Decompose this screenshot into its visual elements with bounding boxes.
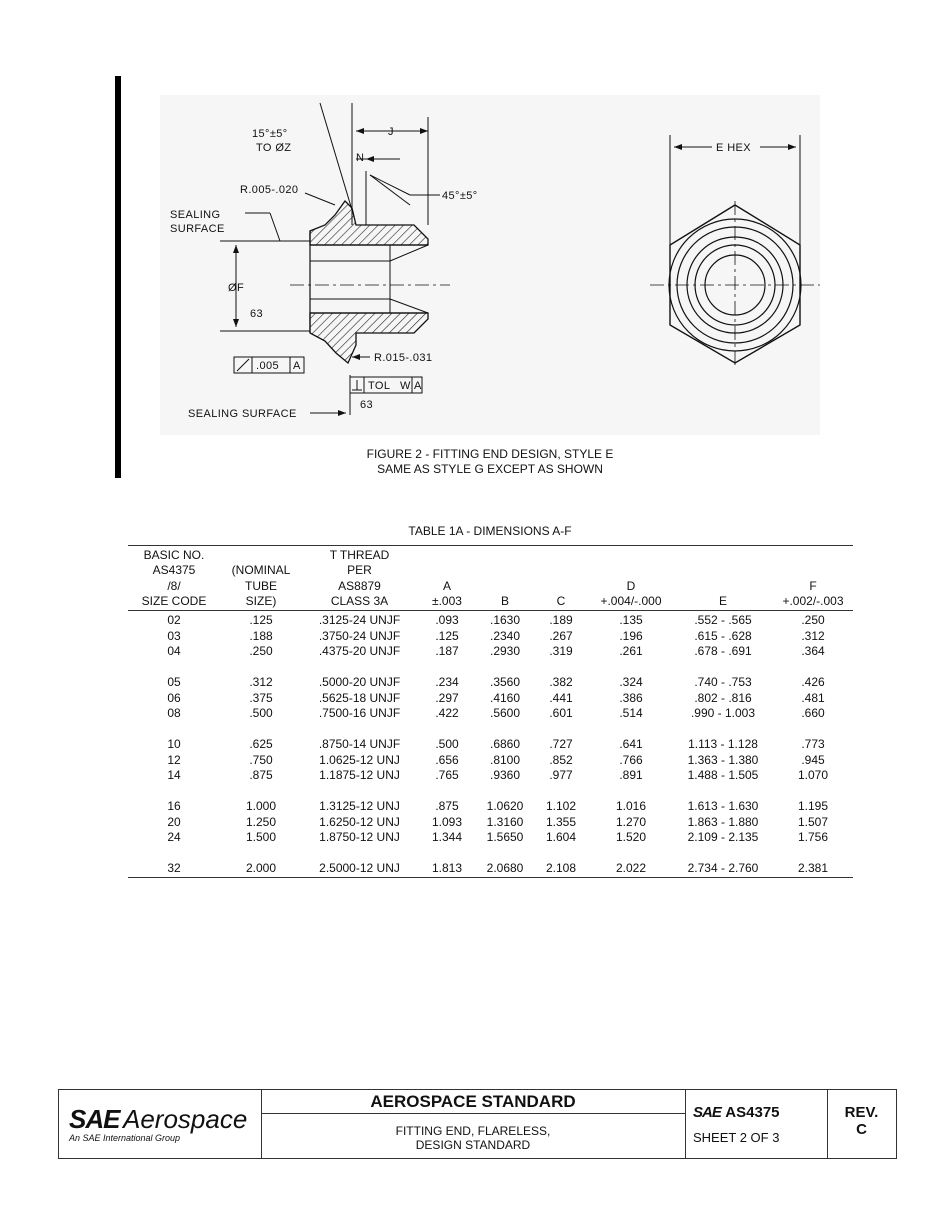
table-cell: 1.813 [417,846,477,878]
table-row [128,753,853,769]
table-cell: 1.000 [245,799,277,814]
header-line: AS4375 [152,563,196,578]
header-line: +.004/-.000 [600,593,662,608]
table-cell: 1.250 [245,814,277,829]
sealing-surface-bottom-label: SEALING SURFACE [188,408,297,420]
table-header-cell [302,546,417,611]
e-hex-label: E HEX [716,142,752,154]
table-cell: .187 [435,644,459,659]
table-cell: 2.022 [589,846,673,878]
table-cell: 20 [167,814,181,829]
table-cell: .125 [435,628,459,643]
table-cell: 12 [167,752,181,767]
header-line: /8/ [167,578,181,593]
table-cell: 02 [167,613,181,628]
table-cell: .9360 [489,768,521,783]
dia-f-label: ØF [228,282,245,294]
table-row [128,846,853,878]
table-cell: .125 [249,613,273,628]
standard-number-cell [685,1090,828,1158]
table-cell: .4160 [489,690,521,705]
table-cell: 1.3160 [486,814,524,829]
table-cell: .5625-18 UNJF [318,690,401,705]
sheet-number: SHEET 2 OF 3 [693,1130,780,1145]
figure-fitting-end [160,95,820,435]
finish-63-bottom-label: 63 [360,399,374,411]
figure-caption: FIGURE 2 - FITTING END DESIGN, STYLE E [366,447,614,461]
table-cell: .188 [249,628,273,643]
revision-cell [827,1090,896,1158]
table-cell: 1.8750-12 UNJ [319,830,400,845]
radius-top-label: R.005-.020 [240,184,299,196]
table-cell: 1.093 [431,814,463,829]
header-line: F [809,578,817,593]
table-cell: .250 [801,613,825,628]
sae-aerospace-logo [59,1090,262,1158]
header-line: ±.003 [432,593,462,608]
table-cell: 2.381 [773,846,853,878]
table-cell: 1.344 [431,830,463,845]
table-cell: .660 [801,706,825,721]
table-cell: 04 [167,644,181,659]
dimensions-table [128,545,853,878]
angle1-label: 15°±5° [252,128,288,140]
table-row [128,629,853,645]
table-cell: .297 [435,690,459,705]
tol-005-label: .005 [256,360,280,372]
header-line: A [442,578,451,593]
table-cell: .5600 [489,706,521,721]
table-cell: 1.102 [545,799,577,814]
table-cell: .945 [801,752,825,767]
table-title: TABLE 1A - DIMENSIONS A-F [408,524,572,538]
table-cell: 1.0625-12 UNJ [319,752,400,767]
table-cell: .615 - .628 [694,628,752,643]
table-cell: .990 - 1.003 [690,706,756,721]
table-cell: .875 [435,799,459,814]
table-row [128,706,853,722]
table-cell: 2.734 - 2.760 [673,846,773,878]
table-header-cell [533,546,589,611]
table-cell: .093 [435,613,459,628]
dim-n-label: N [356,152,365,164]
header-line: BASIC NO. [143,548,205,562]
table-cell: 03 [167,628,181,643]
table-cell: 1.756 [797,830,829,845]
fitting-drawing [160,95,820,435]
revision-value: C [856,1121,867,1138]
table-cell: 1.613 - 1.630 [687,799,759,814]
header-line: CLASS 3A [330,593,389,608]
header-line: D [626,578,636,593]
table-cell: 1.3125-12 UNJ [319,799,400,814]
table-header-row [128,546,853,611]
logo-aerospace-text: Aerospace [123,1104,248,1134]
table-cell: .6860 [489,737,521,752]
table-cell: 10 [167,737,181,752]
sealing-surface-label-1: SEALING [170,209,221,221]
table-cell: .261 [619,644,643,659]
table-cell: .4375-20 UNJF [318,644,401,659]
table-cell: .7500-16 UNJF [318,706,401,721]
doc-title-line-1: FITTING END, FLARELESS, [395,1124,551,1138]
table-cell: .426 [801,675,825,690]
logo-sae-text: SAE [69,1104,120,1134]
table-cell: 2.000 [220,846,302,878]
table-cell: .977 [549,768,573,783]
header-line: SIZE CODE [141,593,207,608]
table-cell: .8750-14 UNJF [318,737,401,752]
table-cell: .740 - .753 [694,675,752,690]
angle1-sub-label: TO ØZ [256,142,292,154]
header-line: T THREAD [329,548,390,562]
finish-63-label: 63 [250,308,264,320]
table-cell: 1.520 [615,830,647,845]
table-cell: 1.363 - 1.380 [687,752,759,767]
table-cell: .750 [249,752,273,767]
dim-j-label: J [388,126,394,138]
table-cell: .196 [619,628,643,643]
sealing-surface-label-2: SURFACE [170,223,225,235]
table-cell: .234 [435,675,459,690]
table-cell: .267 [549,628,573,643]
revision-change-bar [115,76,121,478]
header-line: E [718,593,727,608]
header-line: TUBE [244,578,277,593]
table-header-cell [417,546,477,611]
table-cell: 1.604 [545,830,577,845]
table-cell: 14 [167,768,181,783]
table-cell: .3750-24 UNJF [318,628,401,643]
table-cell: .802 - .816 [694,690,752,705]
header-line: C [556,593,566,608]
table-cell: .324 [619,675,643,690]
perp-a-label: A [414,380,422,392]
header-line: AS8879 [338,578,381,593]
table-cell: .552 - .565 [694,613,752,628]
angle2-label: 45°±5° [442,190,478,202]
table-cell: .135 [619,613,643,628]
logo-subtitle: An SAE International Group [69,1133,181,1143]
table-cell: 05 [167,675,181,690]
perp-w-label: W [400,380,411,392]
table-cell: 2.5000-12 UNJ [302,846,417,878]
table-cell: 1.1875-12 UNJ [319,768,400,783]
table-row [128,815,853,831]
table-cell: 1.500 [245,830,277,845]
revision-label: REV. [844,1104,879,1121]
table-cell: 1.507 [797,814,829,829]
table-cell: .891 [619,768,643,783]
table-cell: 16 [167,799,181,814]
table-cell: .678 - .691 [694,644,752,659]
table-cell: 1.016 [615,799,647,814]
table-row [128,784,853,815]
table-row [128,644,853,660]
table-cell: .422 [435,706,459,721]
table-cell: .641 [619,737,643,752]
table-row [128,691,853,707]
header-line: (NOMINAL [231,563,291,578]
table-cell: 1.488 - 1.505 [687,768,759,783]
table-cell: .319 [549,644,573,659]
table-cell: .441 [549,690,573,705]
table-cell: 1.195 [797,799,829,814]
table-cell: .500 [435,737,459,752]
header-line: SIZE) [245,593,277,608]
table-cell: 06 [167,690,181,705]
standard-number: AS4375 [725,1104,780,1121]
header-line: +.002/-.003 [782,593,844,608]
std-sae-logo: SAE [693,1104,721,1121]
document-title [261,1114,685,1158]
table-cell: .189 [549,613,573,628]
table-cell: .1630 [489,613,521,628]
table-header-cell [220,546,302,611]
doc-title-line-2: DESIGN STANDARD [415,1138,531,1152]
table-cell: .766 [619,752,643,767]
table-cell: .625 [249,737,273,752]
table-cell: 1.113 - 1.128 [688,737,758,752]
table-cell: 2.109 - 2.135 [687,830,759,845]
table-row [128,722,853,753]
table-cell: .386 [619,690,643,705]
table-row [128,768,853,784]
radius-bottom-label: R.015-.031 [374,352,433,364]
table-cell: .375 [249,690,273,705]
standard-title: AEROSPACE STANDARD [261,1090,685,1114]
table-header-cell [773,546,853,611]
table-cell: .875 [249,768,273,783]
table-cell: .2340 [489,628,521,643]
table-cell: .250 [249,644,273,659]
table-cell: .481 [801,690,825,705]
table-cell: 32 [128,846,220,878]
table-cell: .382 [549,675,573,690]
table-cell: .5000-20 UNJF [318,675,401,690]
table-row [128,660,853,691]
table-cell: 1.0620 [486,799,524,814]
table-cell: 2.108 [533,846,589,878]
table-header-cell [589,546,673,611]
datum-a-label: A [293,360,301,372]
table-header-cell [673,546,773,611]
table-body [128,611,853,878]
table-row [128,611,853,629]
table-cell: .364 [801,644,825,659]
table-cell: .500 [249,706,273,721]
table-cell: .773 [801,737,825,752]
table-cell: .656 [435,752,459,767]
title-block [58,1089,897,1159]
table-header-cell [128,546,220,611]
table-cell: .765 [435,768,459,783]
figure-caption-sub: SAME AS STYLE G EXCEPT AS SHOWN [377,462,603,476]
table-cell: 2.0680 [477,846,533,878]
header-line: B [500,593,509,608]
table-cell: .727 [549,737,573,752]
header-line: PER [347,563,372,578]
table-cell: .601 [549,706,573,721]
table-cell: .312 [249,675,273,690]
table-cell: 1.5650 [486,830,524,845]
table-cell: .3125-24 UNJF [318,613,401,628]
table-cell: .312 [801,628,825,643]
table-cell: 1.070 [797,768,829,783]
table-cell: 1.355 [545,814,577,829]
table-header-cell [477,546,533,611]
table-cell: .852 [549,752,573,767]
perp-tol-label: TOL [368,380,391,392]
table-cell: 1.270 [615,814,647,829]
table-cell: 08 [167,706,181,721]
table-row [128,830,853,846]
table-cell: 1.6250-12 UNJ [319,814,400,829]
table-cell: 24 [167,830,181,845]
title-cell [261,1090,686,1158]
table-cell: 1.863 - 1.880 [687,814,759,829]
table-cell: .3560 [489,675,521,690]
table-cell: .2930 [489,644,521,659]
table-cell: .8100 [489,752,521,767]
table-cell: .514 [619,706,643,721]
